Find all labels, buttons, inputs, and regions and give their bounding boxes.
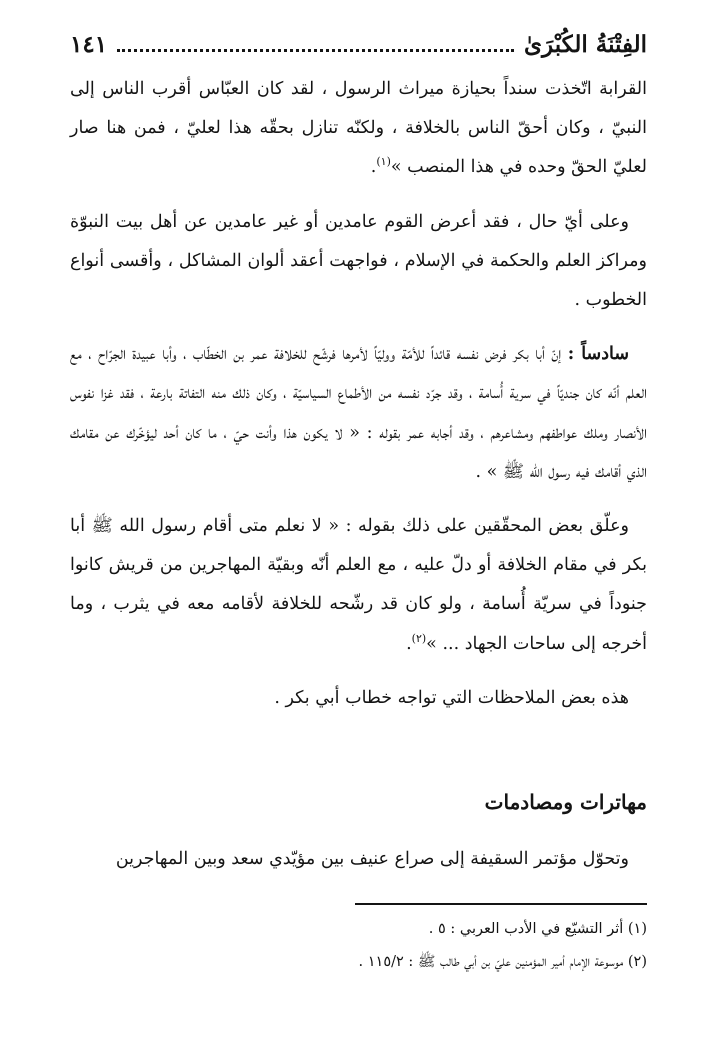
section-first-paragraph: وتحوّل مؤتمر السقيفة إلى صراع عنيف بين مؤيّدي سعد وبين المهاجرين [115,849,629,869]
paragraph-3 [70,335,647,492]
footnote-ref-2: (٢) [411,631,427,645]
paragraph-1-end: . [370,157,377,178]
section-heading: مهاترات ومصادمات [484,790,647,814]
paragraph-3-text: إنّ أبا بكر فرض نفسه قائداً للأمّة ووليّاً لأمرها فرشّح للخلافة عمر بن الخطّاب ، وأبا عبيدة الجرّاح ، مع العلم أنّه كان جنديّاً في سرية أُسامة ، وقد جرّد نفسه من الأطماع السياسيّة ، وكان ذلك منه التفاتة بارعة ، فقد غزا نفوس الأنصار وملك عواطفهم ومشاعرهم ، وقد أجابه عمر بقوله : « لا يكون هذا وأنت حيّ ، ما كان أحد ليؤخّرك عن مقامك الذي أقامك فيه رسول الله ﷺ » . [70,344,647,482]
paragraph-1 [70,70,647,188]
paragraph-4-end: . [406,633,412,654]
running-title: الفِتْنَةُ الكُبْرَىٰ [524,30,647,58]
paragraph-2: وعلى أيّ حال ، فقد أعرض القوم عامدين أو غير عامدين عن أهل بيت النبوّة ومراكز العلم والحكمة في الإسلام ، فواجهت أعقد ألوان المشاكل ، وأقسى أنواع الخطوب . [70,211,647,311]
page-number: ١٤١ [70,30,108,58]
paragraph-1-text: القرابة اتّخذت سنداً بحيازة ميراث الرسول ، لقد كان العبّاس أقرب الناس إلى النبيّ ، وكان أحقّ الناس بالخلافة ، ولكنّه تنازل بحقّه هذا لعليّ ، فمن هنا صار لعليّ الحقّ وحده في هذا المنصب » [70,79,647,178]
paragraph-5: هذه بعض الملاحظات التي تواجه خطاب أبي بكر . [274,687,629,708]
paragraph-4-text: وعلّق بعض المحقّقين على ذلك بقوله : « لا نعلم متى أقام رسول الله ﷺ أبا بكر في مقام الخلافة أو دلّ عليه ، مع العلم أنّه وبقيّة المهاجرين من قريش كانوا جنوداً في سريّة أُسامة ، ولو كان قد رشّحه للخلافة لأقامه معه في يثرب ، وما أخرجه إلى ساحات الجهاد ... » [70,516,647,654]
leader-dots [117,49,514,52]
footnote-1: (١) أثر التشيّع في الأدب العربي : ٥ . [428,921,647,937]
footnote-divider [355,903,647,905]
body-text [70,70,647,733]
footnote-2: (٢) موسوعة الإمام أمير المؤمنين عليّ بن أبي طالب ﷺ : ١١٥/٢ . [358,954,647,970]
paragraph-3-lead: سادساً : [567,344,629,365]
footnotes [70,913,647,979]
paragraph-4 [70,507,647,664]
page-header [70,22,647,66]
footnote-ref-1: (١) [376,155,391,169]
